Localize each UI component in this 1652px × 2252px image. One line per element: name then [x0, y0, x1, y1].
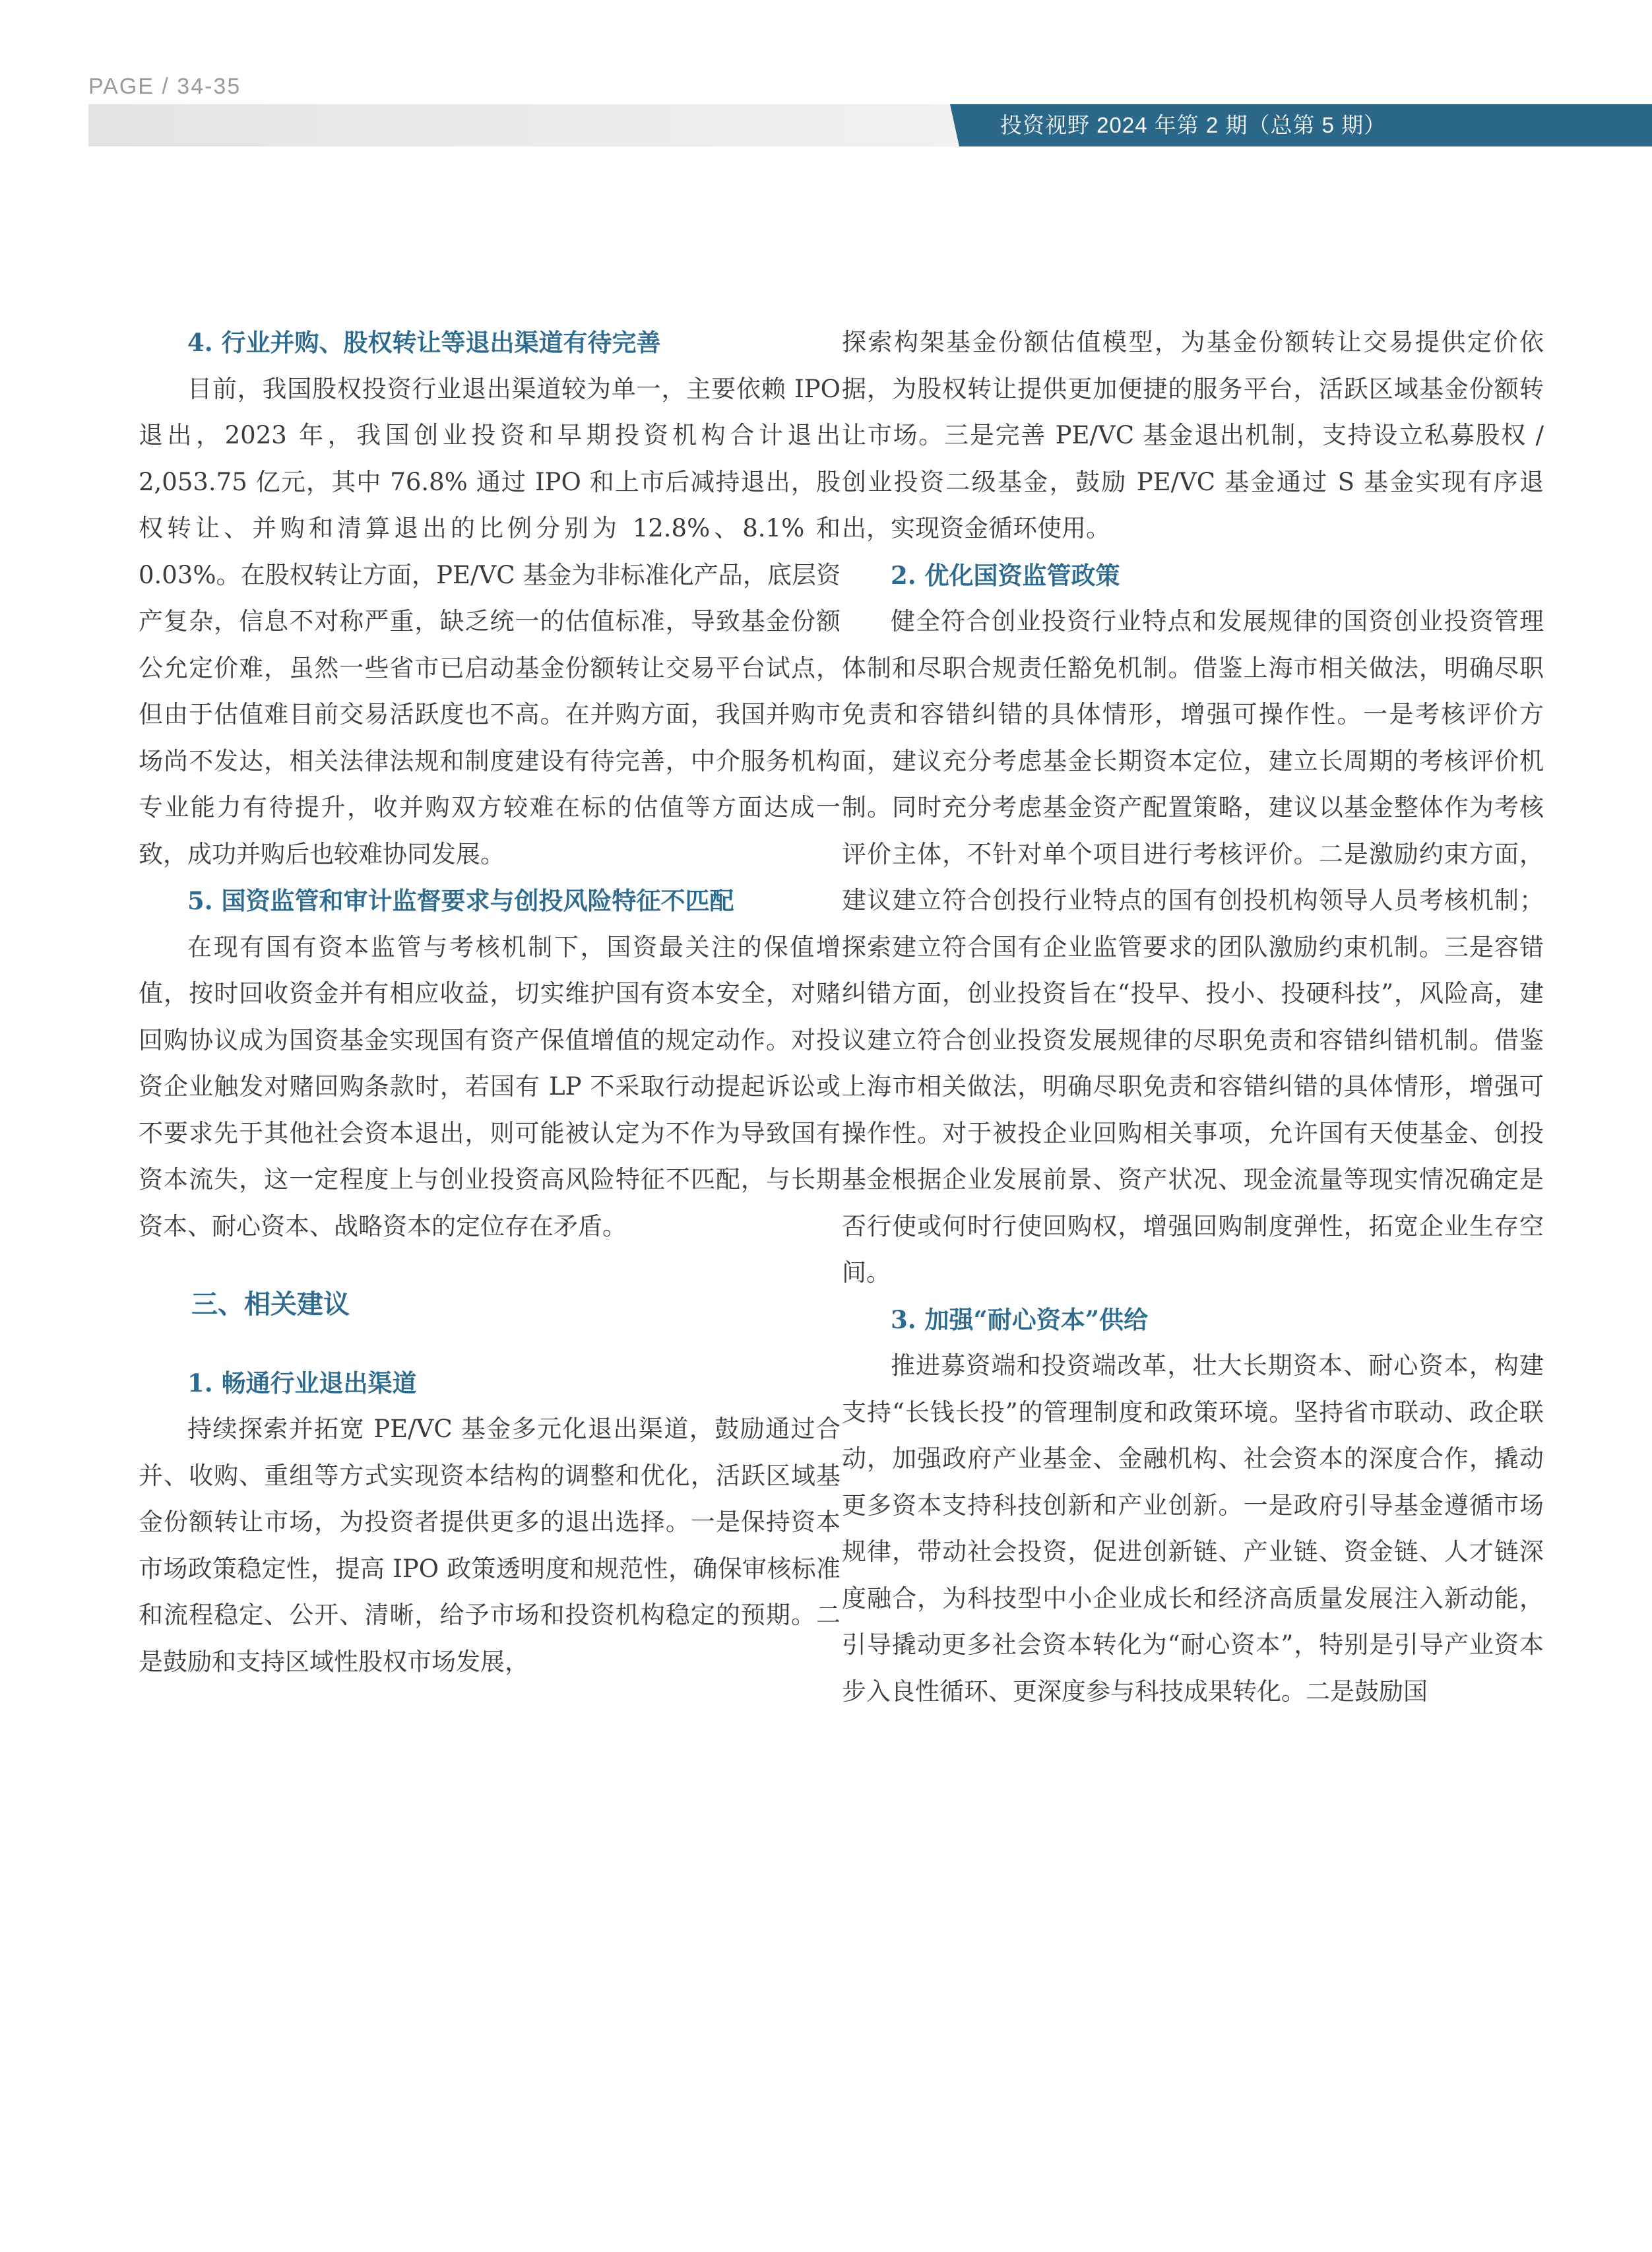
paragraph-exit-channels: 目前，我国股权投资行业退出渠道较为单一，主要依赖 IPO 退出，2023 年，我国创业投资和早期投资机构合计退出 2,053.75 亿元，其中 76.8% 通过 IPO 和上市后减持退出，股权转让、并购和清算退出的比例分别为 12.8%、8.1% 和 0.03%。在股权转让方面，PE/VC 基金为非标准化产品，底层资产复杂，信息不对称严重，缺乏统一的估值标准，导致基金份额公允定价难，虽然一些省市已启动基金份额转让交易平台试点，但由于估值难目前交易活跃度也不高。在并购方面，我国并购市场尚不发达，相关法律法规和制度建设有待完善，中介服务机构专业能力有待提升，收并购双方较难在标的估值等方面达成一致，成功并购后也较难协同发展。 — [139, 374, 841, 868]
right-column — [842, 319, 1544, 1715]
paragraph-state-policy: 健全符合创业投资行业特点和发展规律的国资创业投资管理体制和尽职合规责任豁免机制。借鉴上海市相关做法，明确尽职免责和容错纠错的具体情形，增强可操作性。一是考核评价方面，建议充分考虑基金长期资本定位，建立长周期的考核评价机制。同时充分考虑基金资产配置策略，建议以基金整体作为考核评价主体，不针对单个项目进行考核评价。二是激励约束方面，建议建立符合创投行业特点的国有创投机构领导人员考核机制；探索建立符合国有企业监管要求的团队激励约束机制。三是容错纠错方面，创业投资旨在“投早、投小、投硬科技”，风险高，建议建立符合创业投资发展规律的尽职免责和容错纠错机制。借鉴上海市相关做法，明确尽职免责和容错纠错的具体情形，增强可操作性。对于被投企业回购相关事项，允许国有天使基金、创投基金根据企业发展前景、资产状况、现金流量等现实情况确定是否行使或何时行使回购权，增强回购制度弹性，拓宽企业生存空间。 — [842, 607, 1544, 1287]
heading-exit-channels: 4. 行业并购、股权转让等退出渠道有待完善 — [187, 328, 661, 357]
page-label: PAGE / 34-35 — [88, 74, 241, 99]
section-title-recommendations: 三、相关建议 — [191, 1289, 350, 1320]
paragraph-state-supervision-mismatch: 在现有国有资本监管与考核机制下，国资最关注的保值增值，按时回收资金并有相应收益，切实维护国有资本安全，对赌回购协议成为国资基金实现国有资产保值增值的规定动作。对投资企业触发对赌回购条款时，若国有 LP 不采取行动提起诉讼或不要求先于其他社会资本退出，则可能被认定为不作为导致国有资本流失，这一定程度上与创业投资高风险特征不匹配，与长期资本、耐心资本、战略资本的定位存在矛盾。 — [139, 932, 841, 1240]
heading-patient-capital: 3. 加强“耐心资本”供给 — [891, 1304, 1149, 1334]
paragraph-exit-recommendation: 持续探索并拓宽 PE/VC 基金多元化退出渠道，鼓励通过合并、收购、重组等方式实现资本结构的调整和优化，活跃区域基金份额转让市场，为投资者提供更多的退出选择。一是保持资本市场政策稳定性，提高 IPO 政策透明度和规范性，确保审核标准和流程稳定、公开、清晰，给予市场和投资机构稳定的预期。二是鼓励和支持区域性股权市场发展， — [139, 1415, 841, 1676]
paragraph-exit-recommendation-continued: 探索构架基金份额估值模型，为基金份额转让交易提供定价依据，为股权转让提供更加便捷的服务平台，活跃区域基金份额转让市场。三是完善 PE/VC 基金退出机制，支持设立私募股权 / 创业投资二级基金，鼓励 PE/VC 基金通过 S 基金实现有序退出，实现资金循环使用。 — [842, 328, 1544, 542]
paragraph-patient-capital: 推进募资端和投资端改革，壮大长期资本、耐心资本，构建支持“长钱长投”的管理制度和政策环境。坚持省市联动、政企联动，加强政府产业基金、金融机构、社会资本的深度合作，撬动更多资本支持科技创新和产业创新。一是政府引导基金遵循市场规律，带动社会投资，促进创新链、产业链、资金链、人才链深度融合，为科技型中小企业成长和经济高质量发展注入新动能，引导撬动更多社会资本转化为“耐心资本”，特别是引导产业资本步入良性循环、更深度参与科技成果转化。二是鼓励国 — [842, 1351, 1544, 1706]
heading-exit-recommendation: 1. 畅通行业退出渠道 — [187, 1368, 417, 1398]
heading-state-policy: 2. 优化国资监管政策 — [891, 560, 1120, 590]
left-column — [139, 319, 841, 1685]
header-band — [88, 104, 959, 146]
issue-title: 投资视野 2024 年第 2 期（总第 5 期） — [1000, 113, 1387, 137]
heading-state-supervision-mismatch: 5. 国资监管和审计监督要求与创投风险特征不匹配 — [187, 886, 734, 915]
